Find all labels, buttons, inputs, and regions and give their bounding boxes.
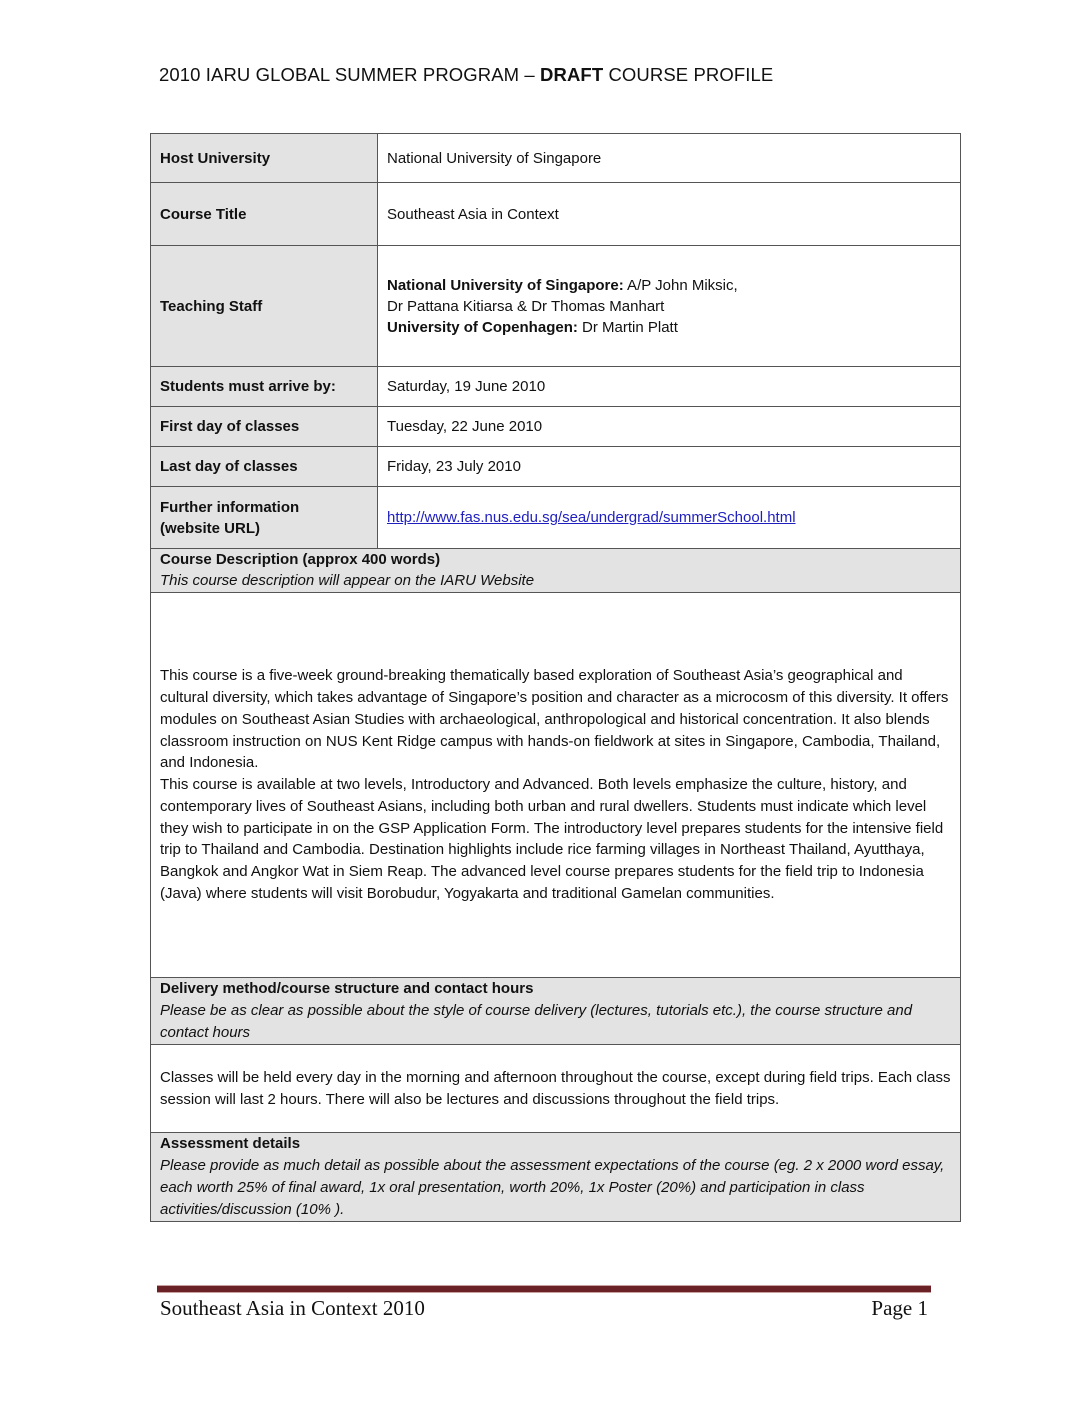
- further-info-line2: (website URL): [160, 519, 261, 537]
- row-teaching-staff: [151, 246, 961, 367]
- cph-staff: Dr Martin Platt: [577, 318, 678, 336]
- description-body: [151, 593, 961, 978]
- description-hint: This course description will appear on the IARU Website: [160, 572, 535, 589]
- value-last-day: Friday, 23 July 2010: [378, 447, 961, 487]
- label-first-day: First day of classes: [151, 407, 378, 447]
- description-paragraph-2: This course is available at two levels, Introductory and Advanced. Both levels emphasize the culture, history, and contemporary lives of Southeast Asians, including both urban and rural dwellers. Students must indicate which level they wish to participate in on the GSP Application Form. The introductory level prepares students for the intensive field trip to Thailand and Cambodia. Destination highlights include rice farming villages in Northeast Thailand, Ayutthaya, Bangkok and Angkor Wat in Siem Reap. The advanced level course prepares students for the field trip to Indonesia (Java) where students will visit Borobudur, Yogyakarta and traditional Gamelan communities.: [160, 776, 944, 903]
- label-host-university: Host University: [151, 134, 378, 183]
- description-title: Course Description (approx 400 words): [160, 551, 441, 568]
- row-delivery-header: [151, 978, 961, 1045]
- value-arrive-by: Saturday, 19 June 2010: [378, 367, 961, 407]
- delivery-title: Delivery method/course structure and contact hours: [160, 980, 534, 997]
- row-delivery-body: [151, 1045, 961, 1133]
- nus-staff-1: A/P John Miksic,: [623, 276, 738, 294]
- website-url-link[interactable]: http://www.fas.nus.edu.sg/sea/undergrad/summerSchool.html: [387, 509, 796, 526]
- nus-staff-2: Dr Pattana Kitiarsa & Dr Thomas Manhart: [387, 297, 665, 315]
- description-header: [151, 549, 961, 593]
- row-arrive-by: [151, 367, 961, 407]
- row-first-day: [151, 407, 961, 447]
- cph-label: University of Copenhagen:: [387, 318, 578, 336]
- header-draft: DRAFT: [540, 64, 604, 85]
- value-host-university: National University of Singapore: [378, 134, 961, 183]
- row-assessment-header: [151, 1133, 961, 1222]
- assessment-header: [151, 1133, 961, 1222]
- row-description-header: [151, 549, 961, 593]
- delivery-header: [151, 978, 961, 1045]
- row-last-day: [151, 447, 961, 487]
- value-first-day: Tuesday, 22 June 2010: [378, 407, 961, 447]
- footer-page-number: Page 1: [871, 1296, 928, 1320]
- footer-rule: [157, 1285, 931, 1293]
- header-suffix: COURSE PROFILE: [603, 64, 774, 85]
- footer-title: Southeast Asia in Context 2010: [160, 1296, 425, 1320]
- course-profile-table: [150, 133, 961, 1222]
- value-course-title: Southeast Asia in Context: [378, 183, 961, 246]
- label-teaching-staff: Teaching Staff: [151, 246, 378, 367]
- label-course-title: Course Title: [151, 183, 378, 246]
- row-course-title: [151, 183, 961, 246]
- value-further-info: [378, 487, 961, 549]
- delivery-body: Classes will be held every day in the morning and afternoon throughout the course, except during field trips. Each class session will last 2 hours. There will also be lectures and discussions throughout the field trips.: [151, 1045, 961, 1133]
- assessment-hint: Please provide as much detail as possible about the assessment expectations of the course (eg. 2 x 2000 word essay, each worth 25% of final award, 1x oral presentation, worth 20%, 1x Poster (20%) and participation in class activities/discussion (10% ).: [160, 1157, 945, 1218]
- label-last-day: Last day of classes: [151, 447, 378, 487]
- label-further-info: [151, 487, 378, 549]
- row-host-university: [151, 134, 961, 183]
- assessment-title: Assessment details: [160, 1135, 301, 1152]
- row-further-info: [151, 487, 961, 549]
- page-header: [159, 64, 773, 86]
- row-description-body: [151, 593, 961, 978]
- nus-label: National University of Singapore:: [387, 276, 624, 294]
- further-info-line1: Further information: [160, 498, 300, 516]
- delivery-hint: Please be as clear as possible about the style of course delivery (lectures, tutorials etc.), the course structure and contact hours: [160, 1002, 913, 1041]
- header-prefix: 2010 IARU GLOBAL SUMMER PROGRAM –: [159, 64, 541, 85]
- value-teaching-staff: [378, 246, 961, 367]
- description-paragraph-1: This course is a five-week ground-breaking thematically based exploration of Southeast Asia’s geographical and cultural diversity, which takes advantage of Singapore’s position and character as a microcosm of this diversity. It offers modules on Southeast Asian Studies with archaeological, anthropological and historical concentration. It also blends classroom instruction on NUS Kent Ridge campus with hands-on fieldwork at sites in Singapore, Cambodia, Thailand, and Indonesia.: [160, 667, 949, 772]
- label-arrive-by: Students must arrive by:: [151, 367, 378, 407]
